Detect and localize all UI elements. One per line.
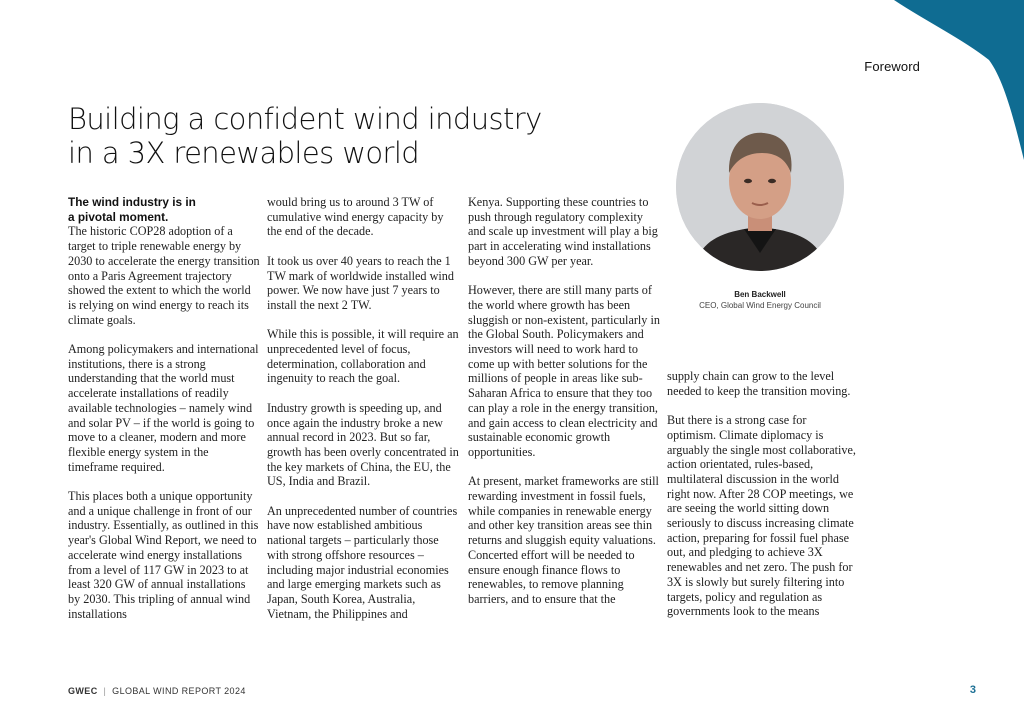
portrait-illustration <box>676 103 844 271</box>
lead-line-2: a pivotal moment. <box>68 209 169 224</box>
page-title <box>68 102 542 170</box>
text-column-4 <box>667 369 857 619</box>
corner-accent-shape <box>884 0 1024 160</box>
paragraph: would bring us to around 3 TW of cumulative wind energy capacity by the end of the decade. <box>267 195 444 239</box>
paragraph: Industry growth is speeding up, and once again the industry broke a new annual record in 2023. But so far, growth has been overly concentrated in the key markets of China, the EU, the US, India and Brazil. <box>267 400 459 489</box>
paragraph: The historic COP28 adoption of a target to triple renewable energy by 2030 to accelerate the energy transition onto a Paris Agreement trajectory showed the extent to which the world is relying on wind energy to reach its climate goals. <box>68 224 260 327</box>
paragraph: Kenya. Supporting these countries to push through regulatory complexity and scale up investment will play a big part in accelerating wind installations beyond 300 GW per year. <box>468 195 658 268</box>
footer <box>68 686 246 696</box>
text-column-3 <box>468 195 660 607</box>
author-name: Ben Backwell <box>734 290 786 299</box>
footer-separator: | <box>103 686 107 696</box>
paragraph: An unprecedented number of countries have now established ambitious national targets – particularly those with strong offshore resources – including major industrial economies and large emerging markets such as Japan, South Korea, Australia, Vietnam, the Philippines and <box>267 503 458 621</box>
page-number: 3 <box>969 684 976 696</box>
title-line-1: Building a confident wind industry <box>68 102 542 136</box>
lead-heading <box>68 195 260 224</box>
paragraph: It took us over 40 years to reach the 1 TW mark of worldwide installed wind power. We now have just 7 years to install the next 2 TW. <box>267 253 454 312</box>
text-column-1 <box>68 195 260 621</box>
paragraph: But there is a strong case for optimism. Climate diplomacy is arguably the single most collaborative, action orientated, rules-based, multilateral discussion in the world right now. After 28 COP meetings, we are seeing the world sitting down seriously to discuss increasing climate action, preparing for fossil fuel phase out, and pledging to achieve 3X renewables and net zero. The push for 3X is slowly but surely filtering into targets, policy and regulation as governments look to the means <box>667 413 856 619</box>
lead-line-1: The wind industry is in <box>68 195 196 209</box>
footer-report-name: GLOBAL WIND REPORT 2024 <box>112 686 246 696</box>
title-line-2: in a 3X renewables world <box>68 136 420 170</box>
author-portrait <box>676 103 844 271</box>
section-label: Foreword <box>864 59 920 74</box>
paragraph: This places both a unique opportunity and a unique challenge in front of our industry. Essentially, as outlined in this year's Global Wind Report, we need to accelerate wind energy installations from a level of 117 GW in 2023 to at least 320 GW of annual installations by 2030. This tripling of annual wind installations <box>68 489 259 621</box>
author-role: CEO, Global Wind Energy Council <box>699 301 821 310</box>
paragraph: While this is possible, it will require an unprecedented level of focus, determination, collaboration and ingenuity to reach the goal. <box>267 327 459 386</box>
paragraph: Among policymakers and international institutions, there is a strong understanding that the world must accelerate installations of readily available technologies – namely wind and solar PV – if the world is going to move to a cleaner, modern and more flexible energy system in the timeframe required. <box>68 342 259 474</box>
paragraph: However, there are still many parts of the world where growth has been sluggish or non-existent, particularly in the Global South. Policymakers and investors will need to work hard to come up with better solutions for the millions of people in areas like sub-Saharan Africa to ensure that they too can play a role in the energy transition, and gain access to clean electricity and sustainable economic growth opportunities. <box>468 283 660 459</box>
paragraph: supply chain can grow to the level needed to keep the transition moving. <box>667 369 851 398</box>
footer-org: GWEC <box>68 686 98 696</box>
text-column-2 <box>267 195 459 621</box>
paragraph: At present, market frameworks are still rewarding investment in fossil fuels, while companies in renewable energy and other key transition areas see thin returns and sluggish equity valuations. Concerted effort will be needed to ensure enough finance flows to renewables, to remove planning barriers, and to ensure that the <box>468 474 659 606</box>
